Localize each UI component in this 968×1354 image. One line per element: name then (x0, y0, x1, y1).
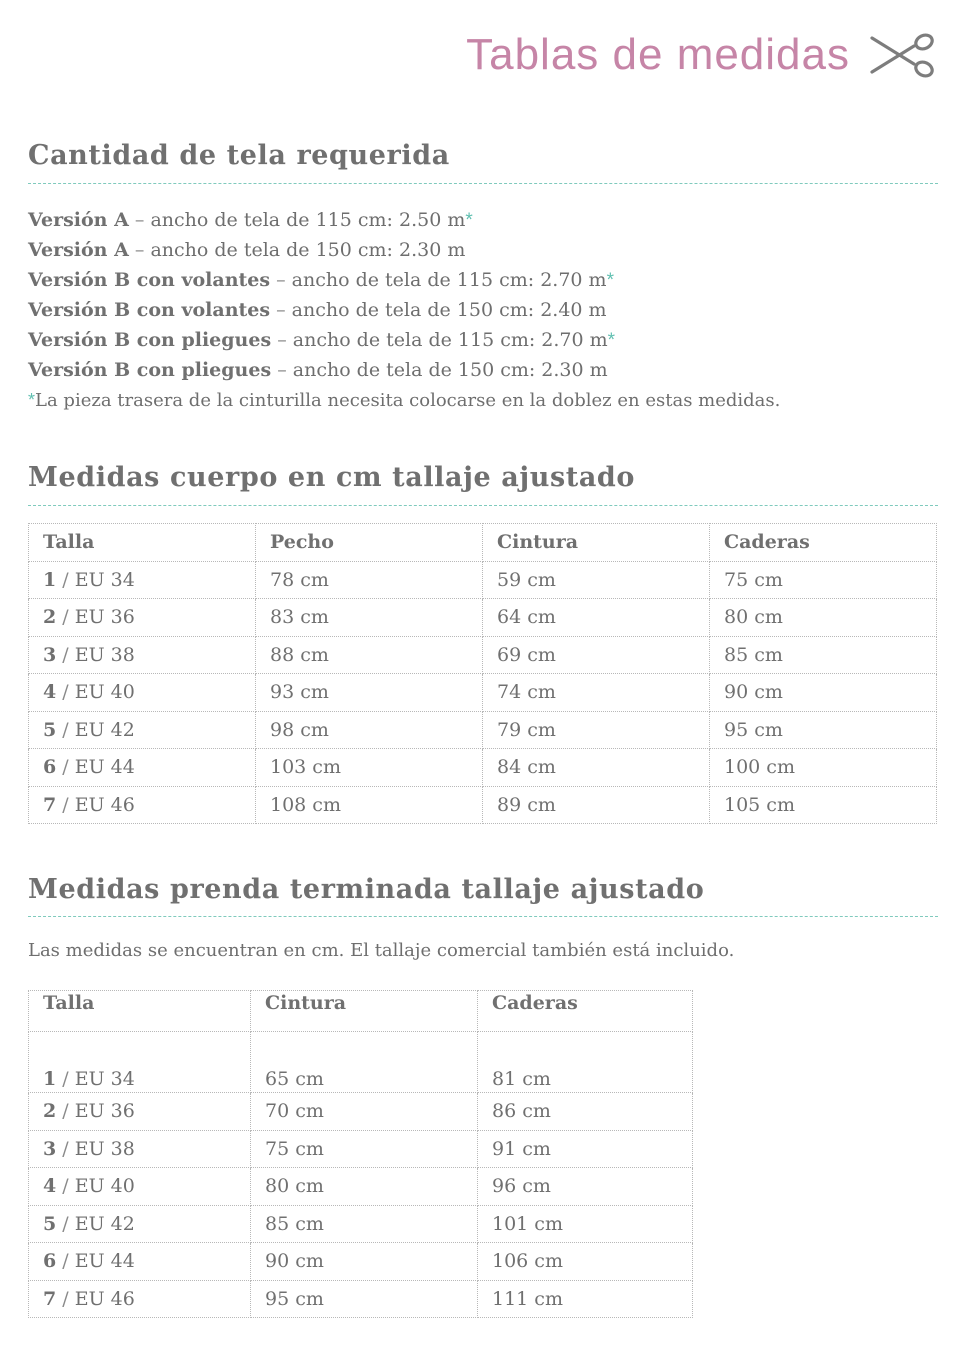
fabric-heading: Cantidad de tela requerida (28, 140, 450, 171)
hips-cell: 85 cm (710, 636, 937, 674)
waist-cell: 80 cm (251, 1168, 478, 1206)
garment-measurements-table (28, 990, 693, 1318)
hips-cell: 100 cm (710, 749, 937, 787)
table-row (29, 711, 937, 749)
garment-measurements-heading: Medidas prenda terminada tallaje ajustado (28, 874, 705, 905)
size-cell: 7 / EU 46 (29, 1280, 251, 1318)
size-cell: 5 / EU 42 (29, 711, 256, 749)
waist-cell: 85 cm (251, 1205, 478, 1243)
section-divider (28, 916, 938, 917)
list-item: Versión B con pliegues – ancho de tela de 115 cm: 2.70 m* (28, 329, 616, 351)
table-row (29, 1280, 693, 1318)
hips-cell: 111 cm (478, 1280, 693, 1318)
hips-cell: 86 cm (478, 1093, 693, 1131)
column-header: Caderas (478, 991, 693, 1032)
hips-cell: 101 cm (478, 1205, 693, 1243)
hips-cell: 80 cm (710, 599, 937, 637)
waist-cell: 69 cm (483, 636, 710, 674)
table-header-row (29, 524, 937, 562)
table-row (29, 1130, 693, 1168)
waist-cell: 95 cm (251, 1280, 478, 1318)
body-measurements-heading: Medidas cuerpo en cm tallaje ajustado (28, 462, 636, 493)
size-cell: 6 / EU 44 (29, 1243, 251, 1281)
list-item: Versión B con volantes – ancho de tela de 150 cm: 2.40 m (28, 299, 607, 321)
section-divider (28, 183, 938, 184)
hips-cell: 105 cm (710, 786, 937, 824)
hips-cell: 96 cm (478, 1168, 693, 1206)
hips-cell: 90 cm (710, 674, 937, 712)
waist-cell: 59 cm (483, 561, 710, 599)
hips-cell: 95 cm (710, 711, 937, 749)
waist-cell: 89 cm (483, 786, 710, 824)
size-cell: 1 / EU 34 (29, 561, 256, 599)
waist-cell: 90 cm (251, 1243, 478, 1281)
table-row (29, 749, 937, 787)
table-row (29, 786, 937, 824)
size-cell: 6 / EU 44 (29, 749, 256, 787)
size-cell: 3 / EU 38 (29, 1130, 251, 1168)
waist-cell: 64 cm (483, 599, 710, 637)
table-row (29, 1093, 693, 1131)
size-cell: 2 / EU 36 (29, 599, 256, 637)
column-header: Caderas (710, 524, 937, 562)
table-header-row (29, 991, 693, 1032)
hips-cell: 81 cm (478, 1032, 693, 1093)
fabric-list (28, 205, 615, 385)
table-row (29, 1243, 693, 1281)
size-cell: 1 / EU 34 (29, 1032, 251, 1093)
hips-cell: 106 cm (478, 1243, 693, 1281)
table-row (29, 636, 937, 674)
waist-cell: 65 cm (251, 1032, 478, 1093)
table-row (29, 1168, 693, 1206)
garment-intro: Las medidas se encuentran en cm. El tallaje comercial también está incluido. (28, 940, 735, 961)
size-cell: 7 / EU 46 (29, 786, 256, 824)
size-cell: 4 / EU 40 (29, 1168, 251, 1206)
chest-cell: 98 cm (256, 711, 483, 749)
chest-cell: 103 cm (256, 749, 483, 787)
column-header: Cintura (251, 991, 478, 1032)
waist-cell: 79 cm (483, 711, 710, 749)
column-header: Talla (29, 524, 256, 562)
table-row (29, 1032, 693, 1093)
chest-cell: 83 cm (256, 599, 483, 637)
chest-cell: 108 cm (256, 786, 483, 824)
table-row (29, 1205, 693, 1243)
list-item: Versión B con pliegues – ancho de tela de 150 cm: 2.30 m (28, 359, 608, 381)
waist-cell: 84 cm (483, 749, 710, 787)
list-item: Versión A – ancho de tela de 115 cm: 2.50 m* (28, 209, 473, 231)
column-header: Pecho (256, 524, 483, 562)
size-cell: 2 / EU 36 (29, 1093, 251, 1131)
waist-cell: 70 cm (251, 1093, 478, 1131)
table-row (29, 674, 937, 712)
list-item: Versión A – ancho de tela de 150 cm: 2.30 m (28, 239, 466, 261)
size-cell: 4 / EU 40 (29, 674, 256, 712)
page-title: Tablas de medidas (466, 30, 850, 79)
scissors-icon (868, 32, 936, 80)
column-header: Talla (29, 991, 251, 1032)
fabric-note: *La pieza trasera de la cinturilla necesita colocarse en la doblez en estas medidas. (28, 390, 781, 411)
table-row (29, 561, 937, 599)
hips-cell: 91 cm (478, 1130, 693, 1168)
hips-cell: 75 cm (710, 561, 937, 599)
table-row (29, 599, 937, 637)
section-divider (28, 505, 938, 506)
column-header: Cintura (483, 524, 710, 562)
size-cell: 5 / EU 42 (29, 1205, 251, 1243)
chest-cell: 78 cm (256, 561, 483, 599)
size-cell: 3 / EU 38 (29, 636, 256, 674)
chest-cell: 93 cm (256, 674, 483, 712)
body-measurements-table (28, 523, 937, 824)
waist-cell: 75 cm (251, 1130, 478, 1168)
list-item: Versión B con volantes – ancho de tela de 115 cm: 2.70 m* (28, 269, 614, 291)
waist-cell: 74 cm (483, 674, 710, 712)
chest-cell: 88 cm (256, 636, 483, 674)
